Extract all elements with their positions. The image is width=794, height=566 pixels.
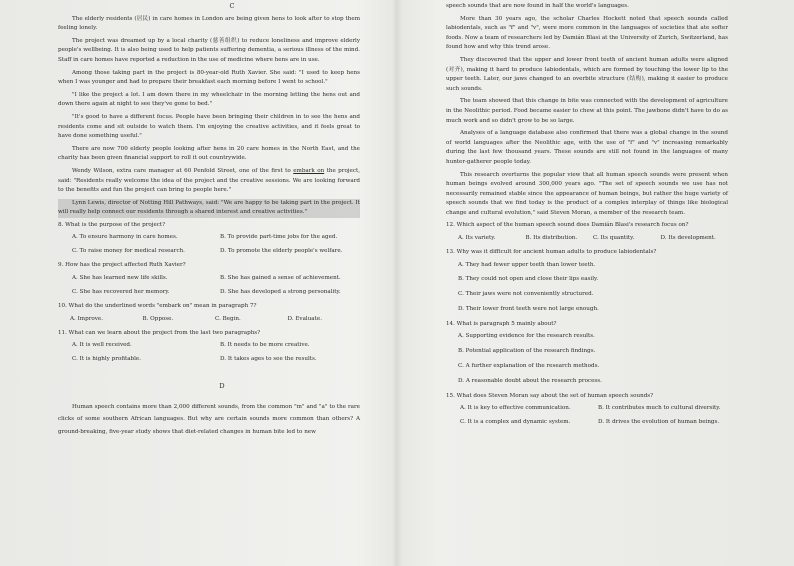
option-b[interactable]: B. Its distribution. bbox=[525, 235, 578, 242]
option-c[interactable]: C. Begin. bbox=[215, 315, 241, 322]
question-11 bbox=[58, 329, 360, 367]
question-14 bbox=[446, 320, 728, 389]
option-a[interactable]: A. To ensure harmony in care homes. bbox=[72, 234, 178, 241]
option-a[interactable]: A. Its variety. bbox=[458, 235, 496, 242]
question-stem: 9. How has the project affected Ruth Xavier? bbox=[58, 262, 186, 269]
option-d[interactable]: D. It takes ages to see the results. bbox=[220, 356, 317, 363]
wendy-text-after: the project, said: "Residents really welcome the idea of the project and the creative sessions. We are looking forward to the benefits and fun the project can bring to people here." bbox=[58, 167, 361, 194]
question-stem: 12. Which aspect of the human speech sound does Damián Blasi's research focus on? bbox=[446, 222, 689, 229]
question-stem: 14. What is paragraph 5 mainly about? bbox=[446, 320, 557, 327]
question-10 bbox=[58, 302, 360, 326]
question-15 bbox=[446, 392, 728, 430]
c-paragraph-5: "It's good to have a different focus. People have been bringing their children in to see the hens and residents come and sit outside to watch them. I'm enjoying the creative activities, and it feels great to have done something useful." bbox=[58, 113, 360, 140]
section-c-heading: C bbox=[229, 2, 235, 10]
option-b[interactable]: B. It contributes much to cultural diversity. bbox=[598, 405, 721, 412]
option-d[interactable]: D. Their lower front teeth were not large enough. bbox=[458, 306, 599, 313]
option-a[interactable]: A. It is key to effective communication. bbox=[460, 405, 571, 412]
c-paragraph-6: There are now 700 elderly people looking after hens in 20 care homes in the North East, and the charity has been given financial support to roll it out countrywide. bbox=[58, 145, 360, 162]
option-c[interactable]: C. She has recovered her memory. bbox=[72, 289, 170, 296]
option-c[interactable]: C. It is highly profitable. bbox=[72, 356, 142, 363]
section-d-heading: D bbox=[219, 382, 225, 391]
question-12 bbox=[446, 221, 728, 245]
option-c[interactable]: C. To raise money for medical research. bbox=[72, 248, 185, 255]
c-paragraph-4: "I like the project a lot. I am down there in my wheelchair in the morning letting the hens out and down there again at night to see they've gone to bed." bbox=[58, 91, 360, 108]
wendy-text-before: Wendy Wilson, extra care manager at 60 Penfold Street, one of the first to bbox=[72, 167, 294, 174]
question-stem: 13. Why was it difficult for ancient human adults to produce labiodentals? bbox=[446, 249, 657, 256]
option-c[interactable]: C. Its quantity. bbox=[593, 235, 635, 242]
question-8 bbox=[58, 221, 360, 259]
option-a[interactable]: A. It is well received. bbox=[72, 342, 132, 349]
option-b[interactable]: B. Potential application of the research findings. bbox=[458, 348, 596, 355]
option-a[interactable]: A. They had fewer upper teeth than lower teeth. bbox=[458, 261, 596, 268]
option-c[interactable]: C. It is a complex and dynamic system. bbox=[460, 419, 571, 426]
option-d[interactable]: D. A reasonable doubt about the research process. bbox=[458, 377, 602, 384]
d-paragraph-6: This research overturns the popular view that all human speech sounds were present when human beings evolved around 300,000 years ago. "The set of speech sounds we use has not necessarily remained stable since the appearance of human beings, but rather the huge variety of speech sounds that we find today is the product of a complex interplay of things like biological change and cultural evolution," said Steven Moran, a member of the research team. bbox=[446, 171, 728, 216]
option-a[interactable]: A. Improve. bbox=[70, 315, 103, 322]
c-paragraph-3: Among those taking part in the project is 80-year-old Ruth Xavier. She said: "I used to keep hens when I was younger and had to prepare their breakfast each morning before I went to school." bbox=[58, 69, 360, 86]
question-stem: 8. What is the purpose of the project? bbox=[58, 221, 166, 228]
d-paragraph-1: Human speech contains more than 2,000 different sounds, from the common "m" and "a" to the rare clicks of some southern African languages. But why are certain sounds more common than others? A ground-breaking, five-year study shows that diet-related changes in human bite led to new bbox=[58, 403, 360, 436]
c-paragraph-8: Lynn Lewis, director of Notting Hill Pathways, said: "We are happy to be taking part in the project. It will really help connect our residents through a shared interest and creative activities." bbox=[58, 199, 360, 218]
c-paragraph-2: The project was dreamed up by a local charity (慈善组织) to reduce loneliness and improve elderly people's wellbeing. It is also being used to help patients suffering dementia, a serious illness of the mind. Staff in care homes have reported a reduction in the use of medicine where hens are in use. bbox=[58, 37, 360, 63]
page-fold bbox=[392, 0, 402, 566]
d-paragraph-4: The team showed that this change in bite was connected with the development of agriculture in the Neolithic period. Food became easier to chew at this point. The jawbone didn't have to do as much work and so didn't grow to be so large. bbox=[446, 98, 728, 124]
question-9 bbox=[58, 261, 360, 299]
underlined-phrase: embark on bbox=[293, 167, 325, 174]
question-stem: 15. What does Steven Moran say about the set of human speech sounds? bbox=[446, 392, 654, 399]
c-paragraph-7 bbox=[58, 167, 360, 196]
right-column bbox=[446, 0, 728, 429]
d-paragraph-1-continued: speech sounds that are now found in half the world's languages. bbox=[446, 3, 629, 9]
option-b[interactable]: B. To provide part-time jobs for the aged. bbox=[220, 234, 338, 241]
question-13 bbox=[446, 248, 728, 317]
option-d[interactable]: D. It drives the evolution of human beings. bbox=[598, 419, 720, 426]
option-d[interactable]: D. She has developed a strong personality. bbox=[220, 289, 341, 296]
option-d[interactable]: D. Its development. bbox=[660, 235, 716, 242]
option-d[interactable]: D. Evaluate. bbox=[287, 315, 322, 322]
question-stem: 11. What can we learn about the project from the last two paragraphs? bbox=[58, 329, 261, 336]
option-c[interactable]: C. Their jaws were not conveniently structured. bbox=[458, 291, 594, 298]
d-paragraph-5: Analyses of a language database also confirmed that there was a global change in the sound of world languages after the Neolithic age, with the use of "f" and "v" increasing remarkably during the last few thousand years. These sounds are still not found in the languages of many hunter-gatherer people today. bbox=[446, 130, 728, 165]
question-stem: 10. What do the underlined words "embark on" mean in paragraph 7? bbox=[58, 303, 257, 310]
c-paragraph-1: The elderly residents (居民) in care homes in London are being given hens to look after to stop them feeling lonely. bbox=[58, 15, 360, 32]
option-c[interactable]: C. A further explanation of the research methods. bbox=[458, 363, 600, 370]
option-a[interactable]: A. She has learned new life skills. bbox=[72, 275, 168, 282]
d-paragraph-2: More than 30 years ago, the scholar Charles Hockett noted that speech sounds called labiodentals, such as "f" and "v", were more common in the languages of societies that ate softer foods. Now a team of researchers led by Damián Blasi at the University of Zurich, Switzerland, has found how and why this trend arose. bbox=[446, 15, 728, 51]
d-paragraph-3: They discovered that the upper and lower front teeth of ancient human adults were aligned (对齐), making it hard to produce labiodentals, which are formed by touching the lower lip to the upper teeth. Later, our jaws changed to an overbite structure (结构), making it easier to produce such sounds. bbox=[446, 56, 729, 92]
option-b[interactable]: B. They could not open and close their lips easily. bbox=[458, 276, 599, 283]
left-column bbox=[58, 0, 360, 439]
option-b[interactable]: B. She has gained a sense of achievement. bbox=[220, 275, 341, 282]
option-b[interactable]: B. It needs to be more creative. bbox=[220, 342, 310, 349]
option-b[interactable]: B. Oppose. bbox=[142, 315, 174, 322]
option-a[interactable]: A. Supporting evidence for the research results. bbox=[458, 333, 595, 340]
option-d[interactable]: D. To promote the elderly people's welfare. bbox=[220, 248, 343, 255]
